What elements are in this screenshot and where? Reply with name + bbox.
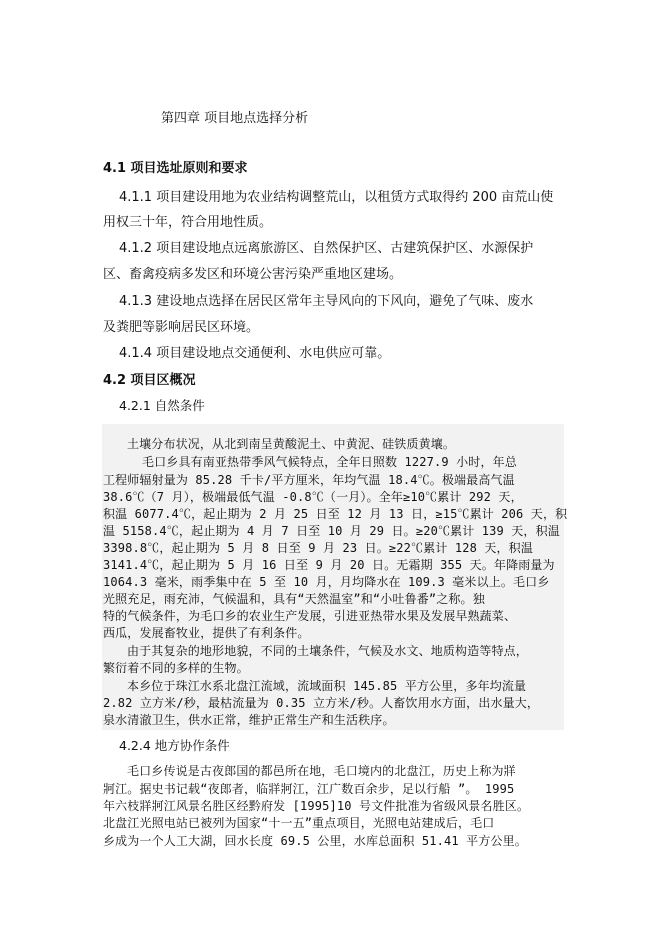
subheading-regional-cooperation: 4.2.4 地方协作条件 <box>119 738 230 753</box>
paragraph-line: 4.1.1 项目建设用地为农业结构调整荒山，以租赁方式取得约 200 亩荒山使 <box>119 190 554 205</box>
natural-line: 毛口乡具有南亚热带季风气候特点，全年日照数 1227.9 小时，年总 <box>142 455 517 469</box>
natural-line: 特的气候条件，为毛口乡的农业生产发展，引进亚热带水果及发展早熟蔬菜、 <box>103 609 517 623</box>
section-heading-4-1: 4.1 项目选址原则和要求 <box>103 161 248 176</box>
subheading-natural-conditions: 4.2.1 自然条件 <box>119 398 205 413</box>
region-line: 北盘江光照电站已被列为国家“十一五”重点项目，光照电站建成后，毛口 <box>103 816 495 830</box>
natural-line: 由于其复杂的地形地貌，不同的土壤条件，气候及水文、地质构造等特点， <box>127 644 528 658</box>
region-line: 牁江。据史书记载“夜郎者，临牂牁江，江广数百余步，足以行船 ”。 1995 <box>103 782 515 796</box>
paragraph-line: 4.1.3 建设地点选择在居民区常年主导风向的下风向，避免了气味、废水 <box>119 294 534 309</box>
natural-line: 3141.4℃，起止期为 5 月 16 日至 9 月 20 日。无霜期 355 天。年降雨量为 <box>103 558 555 572</box>
natural-line: 2.82 立方米/秒，最枯流量为 0.35 立方米/秒。人畜饮用水方面，出水量大， <box>103 696 540 710</box>
section-heading-4-2: 4.2 项目区概况 <box>103 373 196 388</box>
paragraph-line: 区、畜禽疫病多发区和环境公害污染严重地区建场。 <box>103 267 403 282</box>
natural-line: 温 5158.4℃，起止期为 4 月 7 日至 10 月 29 日。≥20℃累计 139 天，积温 <box>103 524 560 538</box>
natural-line: 积温 6077.4℃，起止期为 2 月 25 日至 12 月 13 日，≥15℃累计 206 天，积 <box>103 507 568 521</box>
natural-line: 3398.8℃，起止期为 5 月 8 日至 9 月 23 日。≥22℃累计 128 天，积温 <box>103 541 533 555</box>
paragraph-line: 用权三十年，符合用地性质。 <box>103 215 273 230</box>
region-line: 乡成为一个人工大湖，回水长度 69.5 公里，水库总面积 51.41 平方公里。 <box>103 834 527 848</box>
natural-line: 1064.3 毫米，雨季集中在 5 至 10 月，月均降水在 109.3 毫米以上。毛口乡 <box>103 575 550 589</box>
natural-line: 土壤分布状况，从北到南呈黄酸泥土、中黄泥、硅铁质黄壤。 <box>127 437 456 451</box>
paragraph-line: 4.1.2 项目建设地点远离旅游区、自然保护区、古建筑保护区、水源保护 <box>119 241 534 256</box>
natural-line: 泉水清澈卫生，供水正常，维护正常生产和生活秩序。 <box>103 713 395 727</box>
paragraph-line: 及粪肥等影响居民区环境。 <box>103 320 260 335</box>
region-line: 毛口乡传说是古夜郎国的都邑所在地，毛口境内的北盘江，历史上称为牂 <box>127 764 516 778</box>
natural-line: 繁衍着不同的多样的生物。 <box>103 661 249 675</box>
natural-line: 38.6℃（7 月），极端最低气温 -0.8℃（一月）。全年≥10℃累计 292 天， <box>103 490 523 504</box>
paragraph-line: 4.1.4 项目建设地点交通便利、水电供应可靠。 <box>119 346 391 361</box>
chapter-title: 第四章 项目地点选择分析 <box>161 111 309 126</box>
natural-line: 西瓜，发展畜牧业，提供了有利条件。 <box>103 626 310 640</box>
region-line: 年六枝牂牁江风景名胜区经黔府发 [1995]10 号文件批准为省级风景名胜区。 <box>103 799 530 813</box>
natural-line: 工程师辐射量为 85.28 千卡/平方厘米，年均气温 18.4℃。极端最高气温 <box>103 473 515 487</box>
natural-line: 光照充足，雨充沛，气候温和，具有“天然温室”和“小吐鲁番”之称。独 <box>103 592 485 606</box>
natural-line: 本乡位于珠江水系北盘江流域，流域面积 145.85 平方公里，多年均流量 <box>127 679 527 693</box>
